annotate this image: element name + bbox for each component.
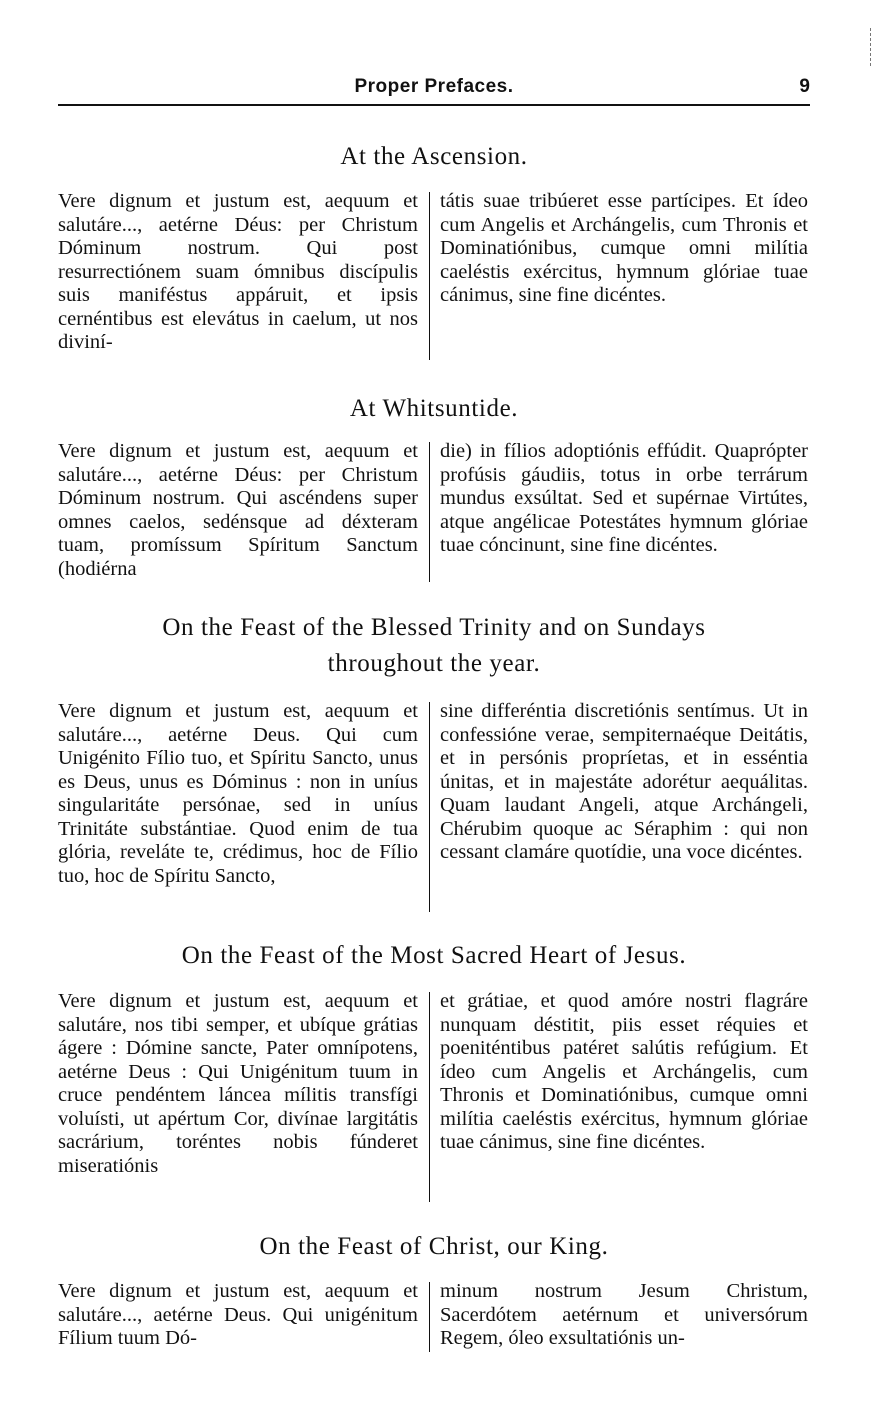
page-number: 9 [799,76,810,97]
column-rule [429,442,430,582]
column-rule [429,1282,430,1352]
section-title-trinity-line1: On the Feast of the Blessed Trinity and on Sundays [162,614,706,641]
christ-king-right-column: minum nostrum Jesum Christum, Sacerdótem aetérnum et universórum Regem, óleo exsultatiónis un- [440,1280,808,1349]
running-title: Proper Prefaces. [354,76,514,97]
section-title-christ-king: On the Feast of Christ, our King. [259,1233,609,1260]
column-rule [429,702,430,912]
sacred-heart-left-column: Vere dignum et justum est, aequum et salutáre, nos tibi semper, et ubíque grátias ágere : Dómine sancte, Pater omnípotens, aetérne Deus : Qui Unigénitum tuum in cruce pendéntem láncea mílitis transfígi voluísti, ut apértum Cor, divínae largitátis sacrárium, toréntes nobis fúnderet miseratiónis [58,990,418,1177]
section-title-trinity [58,610,810,682]
column-rule [429,992,430,1202]
sacred-heart-right-column: et grátiae, et quod amóre nostri flagráre nunquam déstitit, piis esset réquies et poeniténtibus patéret salútis refúgium. Et ídeo cum Angelis et Archángelis, cum Thronis et Dominatiónibus, cumque omni milítia caeléstis exércitus, hymnum glóriae tuae cánimus, sine fine dicéntes. [440,990,808,1153]
section-title-whitsuntide: At Whitsuntide. [349,395,519,422]
column-rule [429,192,430,360]
section-title-sacred-heart: On the Feast of the Most Sacred Heart of Jesus. [181,942,687,969]
header-rule [58,104,810,106]
ascension-right-column: tátis suae tribúeret esse partícipes. Et ídeo cum Angelis et Archángelis, cum Thronis et Dominatiónibus, cumque omni milítia caeléstis exércitus, hymnum glóriae tuae cánimus, sine fine dicéntes. [440,190,808,306]
trinity-left-column: Vere dignum et justum est, aequum et salutáre..., aetérne Deus. Qui cum Unigénito Fílio tuo, et Spíritu Sancto, unus es Deus, unus es Dóminus : non in uníus singularitáte persónae, sed in uníus Trinitáte substántiae. Quod enim de tua glória, reveláte te, crédimus, hoc de Fílio tuo, hoc de Spíritu Sancto, [58,700,418,887]
whitsuntide-right-column: die) in fílios adoptiónis effúdit. Quaprópter profúsis gáudiis, totus in orbe terrárum mundus exsúltat. Sed et supérnae Virtútes, atque angélicae Potestátes hymnum glóriae tuae cóncinunt, sine fine dicéntes. [440,440,808,556]
whitsuntide-left-column: Vere dignum et justum est, aequum et salutáre..., aetérne Déus: per Christum Dóminum nostrum. Qui ascéndens super omnes caelos, sedénsque ad déxteram tuam, promíssum Spíritum Sanctum (hodiérna [58,440,418,580]
scan-edge-mark [870,28,871,66]
christ-king-left-column: Vere dignum et justum est, aequum et salutáre..., aetérne Deus. Qui unigénitum Fílium tuum Dó- [58,1280,418,1349]
trinity-right-column: sine differéntia discretiónis sentímus. Ut in confessióne verae, sempiternaéque Deitátis, et in persónis propríetas, et in esséntia únitas, et in majestáte adorétur aequálitas. Quam laudant Angeli, atque Archángeli, Chérubim quoque ac Séraphim : qui non cessant clamáre quotídie, una voce dicéntes. [440,700,808,863]
running-header [58,76,810,104]
section-title-ascension: At the Ascension. [340,143,528,170]
ascension-left-column: Vere dignum et justum est, aequum et salutáre..., aetérne Déus: per Christum Dóminum nostrum. Qui post resurrectiónem suam ómnibus discípulis suis maniféstus appáruit, et ipsis cernéntibus est elevátus in caelum, ut nos diviní- [58,190,418,353]
section-title-trinity-line2: throughout the year. [327,650,541,677]
